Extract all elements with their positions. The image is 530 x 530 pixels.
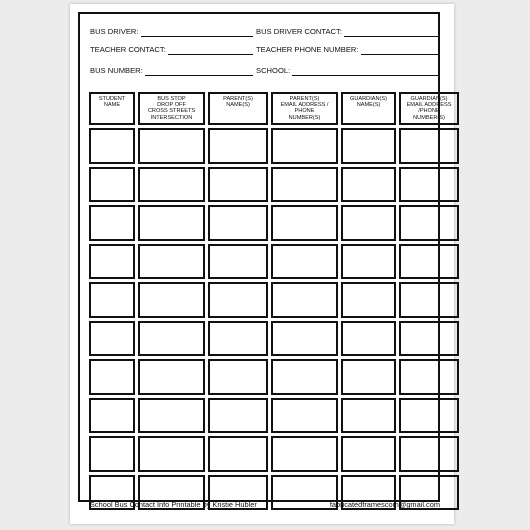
bus-driver-contact-field[interactable] <box>256 27 438 37</box>
bus-driver-line[interactable] <box>141 28 253 37</box>
table-row <box>89 282 459 318</box>
table-cell[interactable] <box>89 244 135 280</box>
table-cell[interactable] <box>138 321 205 357</box>
footer-credit: School Bus Contact Info Printable by Kristie Hubler <box>90 500 257 509</box>
table-cell[interactable] <box>271 359 338 395</box>
table-cell[interactable] <box>271 244 338 280</box>
printable-sheet <box>70 4 454 524</box>
school-label: SCHOOL: <box>256 66 291 75</box>
table-cell[interactable] <box>399 244 459 280</box>
table-cell[interactable] <box>138 244 205 280</box>
table-cell[interactable] <box>138 398 205 434</box>
table-cell[interactable] <box>341 359 396 395</box>
bus-driver-contact-label: BUS DRIVER CONTACT: <box>256 27 342 36</box>
bus-driver-field[interactable] <box>90 27 253 37</box>
table-cell[interactable] <box>341 436 396 472</box>
table-body <box>89 128 459 510</box>
teacher-contact-label: TEACHER CONTACT: <box>90 45 166 54</box>
table-cell[interactable] <box>89 359 135 395</box>
table-cell[interactable] <box>89 436 135 472</box>
table-cell[interactable] <box>138 359 205 395</box>
table-cell[interactable] <box>138 205 205 241</box>
teacher-phone-label: TEACHER PHONE NUMBER: <box>256 45 359 54</box>
table-cell[interactable] <box>208 282 268 318</box>
table-cell[interactable] <box>138 282 205 318</box>
table-cell[interactable] <box>89 282 135 318</box>
table-cell[interactable] <box>341 398 396 434</box>
table-row <box>89 398 459 434</box>
table-row <box>89 436 459 472</box>
table-cell[interactable] <box>341 167 396 203</box>
table-cell[interactable] <box>89 167 135 203</box>
table-row <box>89 321 459 357</box>
table-cell[interactable] <box>208 436 268 472</box>
table-cell[interactable] <box>341 128 396 164</box>
table-row <box>89 359 459 395</box>
table-row <box>89 205 459 241</box>
table-cell[interactable] <box>89 398 135 434</box>
table-cell[interactable] <box>341 321 396 357</box>
table-cell[interactable] <box>341 205 396 241</box>
table-cell[interactable] <box>138 167 205 203</box>
table-cell[interactable] <box>341 244 396 280</box>
table-cell[interactable] <box>399 398 459 434</box>
table-cell[interactable] <box>271 436 338 472</box>
table-cell[interactable] <box>208 359 268 395</box>
table-header-row <box>89 92 459 125</box>
table-row <box>89 244 459 280</box>
table-cell[interactable] <box>208 167 268 203</box>
table-cell[interactable] <box>271 398 338 434</box>
table-cell[interactable] <box>399 359 459 395</box>
table-cell[interactable] <box>271 282 338 318</box>
table-cell[interactable] <box>208 128 268 164</box>
column-header-parent-names: PARENT(S) NAME(S) <box>208 92 268 125</box>
table-cell[interactable] <box>271 205 338 241</box>
table-cell[interactable] <box>341 282 396 318</box>
table-cell[interactable] <box>138 128 205 164</box>
bus-driver-contact-line[interactable] <box>344 28 438 37</box>
school-line[interactable] <box>292 67 438 76</box>
bus-number-line[interactable] <box>145 67 253 76</box>
bus-number-field[interactable] <box>90 66 253 76</box>
table-cell[interactable] <box>89 128 135 164</box>
bus-number-label: BUS NUMBER: <box>90 66 143 75</box>
table-cell[interactable] <box>271 167 338 203</box>
column-header-parent-contact: PARENT(S) EMAIL ADDRESS / PHONE NUMBER(S) <box>271 92 338 125</box>
table-cell[interactable] <box>399 436 459 472</box>
teacher-contact-line[interactable] <box>168 46 253 55</box>
table-cell[interactable] <box>89 205 135 241</box>
column-header-student-name: STUDENT NAME <box>89 92 135 125</box>
table-cell[interactable] <box>138 436 205 472</box>
table-row <box>89 167 459 203</box>
teacher-phone-field[interactable] <box>256 45 438 55</box>
table-cell[interactable] <box>208 398 268 434</box>
bus-driver-label: BUS DRIVER: <box>90 27 139 36</box>
student-contact-table <box>86 89 462 513</box>
table-cell[interactable] <box>271 321 338 357</box>
table-cell[interactable] <box>399 282 459 318</box>
column-header-guardian-contact: GUARDIAN(S) EMAIL ADDRESS /PHONE NUMBER(S) <box>399 92 459 125</box>
column-header-guardian-names: GUARDIAN(S) NAME(S) <box>341 92 396 125</box>
column-header-bus-stop: BUS STOP DROP OFF CROSS STREETS INTERSECTION <box>138 92 205 125</box>
table-cell[interactable] <box>271 128 338 164</box>
table-cell[interactable] <box>399 205 459 241</box>
table-cell[interactable] <box>208 321 268 357</box>
footer <box>90 500 440 510</box>
table-cell[interactable] <box>399 167 459 203</box>
footer-email: fabricatedframescom@gmail.com <box>329 500 440 509</box>
table-cell[interactable] <box>399 128 459 164</box>
table-cell[interactable] <box>208 205 268 241</box>
table-cell[interactable] <box>89 321 135 357</box>
table-cell[interactable] <box>208 244 268 280</box>
teacher-contact-field[interactable] <box>90 45 253 55</box>
table-cell[interactable] <box>399 321 459 357</box>
table-row <box>89 128 459 164</box>
teacher-phone-line[interactable] <box>361 46 438 55</box>
school-field[interactable] <box>256 66 438 76</box>
